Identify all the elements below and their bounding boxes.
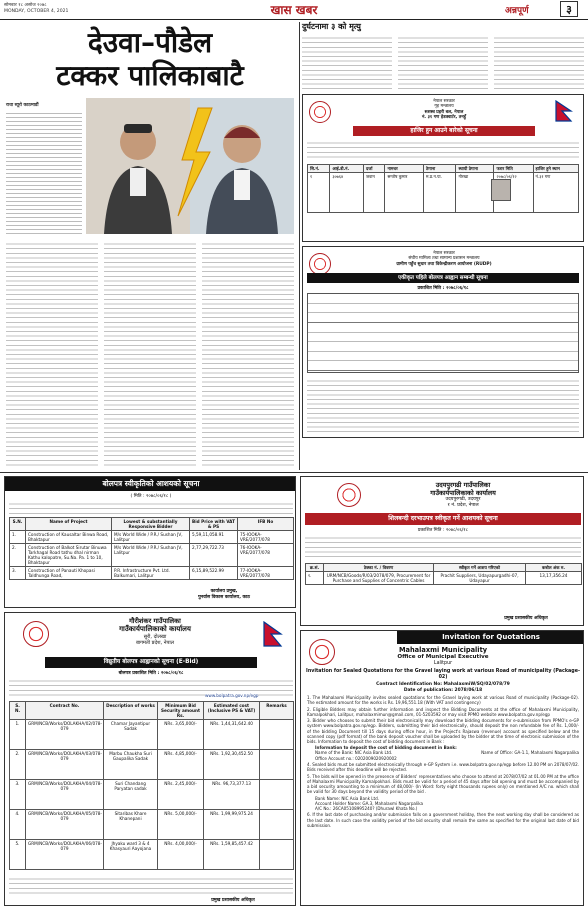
table-header: Name of Project — [26, 518, 112, 531]
table-cell — [260, 720, 294, 750]
table-header: क्र.सं. — [306, 564, 324, 572]
lead-col-3 — [104, 240, 196, 466]
office-line: उदयपुरगढी गाउँपालिका — [435, 481, 491, 489]
table-cell: २०७८/०६/१२ — [494, 173, 533, 213]
udayapur-footer: प्रमुख प्रशासकीय अधिकृत — [504, 616, 548, 621]
table-header: Bid Price with VAT & PS — [190, 518, 238, 531]
office-line: गौरीशंकर गाउँपालिका — [129, 617, 181, 625]
table-cell: 2. — [10, 544, 26, 567]
accident-story — [302, 22, 584, 90]
table-cell: 6,15,89,522.99 — [190, 567, 238, 580]
office-line: नं. ३१ गण हेडक्वार्टर, तनहुँ — [421, 115, 467, 121]
table-cell: गोरखा — [456, 173, 494, 213]
table-row — [10, 750, 294, 780]
bank-name: Name of the Bank: NIC Asia Bank Ltd. — [315, 750, 393, 756]
mahalaxmi-date: Date of publication: 2078/06/18 — [403, 688, 483, 693]
table-cell: 2. — [10, 750, 26, 780]
udayapur-body — [305, 534, 581, 560]
office-line: गाउँकार्यपालिकाको कार्यालय — [430, 489, 496, 497]
office-name: Name of Office: GA-1.1, Mahalaxmi Nagarpalika — [481, 750, 579, 756]
table-cell: Suri Chandang Paryatan sadak — [104, 780, 158, 810]
rural-subtitle: प्रकाशित मिति : २०७८/०६/१८ — [417, 286, 469, 291]
office-line: उदयपुरगढी, उदयपुर — [445, 497, 481, 502]
bid-acceptance-table — [9, 517, 293, 580]
footer-line: पुनर्वास विकास कार्यालय, काठ — [198, 595, 250, 600]
table-cell: 1. — [10, 531, 26, 544]
pension-notice — [302, 94, 584, 242]
table-cell: Chamar Jayantipur Sadak — [104, 720, 158, 750]
dateline-nepali: सोमबार १८ असोज २०७८ — [4, 3, 47, 8]
table-cell: 4. — [10, 810, 26, 840]
table-row — [10, 780, 294, 810]
office-line: बागमती प्रदेश, नेपाल — [135, 640, 175, 646]
table-cell: जवान — [364, 173, 385, 213]
table-header: स्वीकृत गर्ने आशय गरिएको — [434, 564, 526, 572]
table-cell: NRs. 1,92,30,452.50 — [204, 750, 260, 780]
udayapur-table — [305, 563, 581, 585]
nepal-emblem-icon — [337, 483, 361, 507]
table-row — [10, 567, 294, 580]
table-header: नामथर — [385, 165, 424, 173]
table-header: Minimum Bid Security amount Rs. — [158, 702, 204, 720]
headline-line-1: देउवा–पौडेल — [87, 26, 213, 59]
table-header: IFB No — [238, 518, 294, 531]
gaurishankar-title: विद्युतीय बोलपत्र आह्वानको सूचना (E-Bid) — [45, 657, 257, 668]
gaurishankar-office — [55, 617, 255, 646]
paper-name: अन्नपूर्ण — [505, 6, 529, 16]
table-cell: NRs. 1,44,31,642.40 — [204, 720, 260, 750]
table-cell: 2,77,29,722.73 — [190, 544, 238, 567]
lead-text-placeholder — [6, 110, 82, 234]
table-cell: १ — [308, 173, 330, 213]
table-cell — [260, 750, 294, 780]
table-cell — [260, 780, 294, 810]
table-cell: Construction of Kausaltar Binwa Road, Bhaktapur — [26, 531, 112, 544]
section-title: खास खबर — [270, 3, 318, 17]
office-line: Mahalaxmi Municipality — [398, 646, 488, 654]
headline-line-2: टक्कर पालिकाबाटै — [56, 59, 244, 92]
table-cell: ३०७६४ — [330, 173, 364, 213]
office-line: Lalitpur — [433, 661, 453, 666]
table-cell — [260, 840, 294, 870]
paragraph: 1. The Mahalaxmi Municipality invites sealed quotations for the Gravel laying work at various Road of municipality (Package-02). The estimated amount for the works is Rs. 19,96,551.18 (With VAT and contingency) — [307, 695, 579, 706]
table-header: Contract No. — [26, 702, 104, 720]
table-cell: Construction of Panauti Khopasi Taldhunga Road, — [26, 567, 112, 580]
lead-story — [0, 22, 298, 470]
table-cell: M/s World Wide / P.R./ Sushan JV, Lalitpur — [112, 531, 190, 544]
rural-office — [339, 251, 549, 267]
account-number: Office Account no.: 0202009020920002 — [315, 755, 397, 761]
gaurishankar-website[interactable]: www.bolpatra.gov.np/egp — [205, 693, 259, 698]
table-header: आई.डी.नं. — [330, 165, 364, 173]
udayapur-date: प्रकाशित मिति : २०७८/०६/१८ — [417, 528, 469, 533]
office-line: १ नं. प्रदेश, नेपाल — [447, 503, 479, 508]
table-cell: म.प्र.न.पा. — [423, 173, 456, 213]
table-cell: 75-IOOKA-VRE/2077/078 — [238, 531, 294, 544]
table-cell: NRs. 1,59,85,457.42 — [204, 840, 260, 870]
pension-photo — [491, 179, 511, 201]
nepal-emblem-icon — [309, 101, 331, 123]
pension-table — [307, 164, 579, 213]
table-header: S. N. — [10, 702, 26, 720]
office-line: सुरी, दोलखा — [143, 633, 167, 640]
udayapur-office — [363, 481, 563, 509]
gaurishankar-notes — [9, 875, 293, 895]
office-line: नेपाल सरकार — [433, 251, 455, 256]
table-header: Remarks — [260, 702, 294, 720]
rural-body — [307, 377, 579, 435]
table-cell: URM/NCB/Goods/R/03/2078/079, Procurement for Purchase and Supplies of Concentric Cables — [324, 572, 434, 585]
bid-acceptance-title: बोलपत्र स्वीकृतिको आशयको सूचना — [5, 477, 296, 491]
lead-headline — [6, 26, 294, 92]
table-cell: NRs. 1,99,99,975.24 — [204, 810, 260, 840]
bid-acceptance-footer — [155, 589, 293, 601]
table-cell: Construction of Balkot Sirutar Binuwa Tarkhagal Road tathu dhal nirman Kathu kalopatre, Su.Na. Pa. 1 to 10, Bhaktapur — [26, 544, 112, 567]
account-name-2: Account Holder Name: GA.3, Mahalaxmi Nagarpalika — [315, 800, 424, 806]
paragraph: 2. Eligible Bidders may obtain further information and inspect the Bidding Documents at the office of Mahalaxmi Municipality, Kamalpokhari, Lalitpur, mahalaxmimun@gmail.com, 01-5203592 or may visit PPMO website www.bolpatra.gov.np/egp — [307, 706, 579, 717]
page-number: ३ — [560, 1, 578, 17]
table-cell: 77-IOOKA-VRE/2077/078 — [238, 567, 294, 580]
paragraph: 6. If the last date of purchasing and/or submission falls on a government holiday, then the next working day shall be considered as the last date. In such case the validity period of the bid security shall remain the same as specified for the original last date of bid submission. — [307, 812, 579, 828]
office-line: गाउँकार्यपालिकाको कार्यालय — [119, 625, 191, 634]
udayapur-title: शिलबन्दी दरभाउपत्र स्वीकृत गर्ने आशयको सूचना — [305, 513, 581, 525]
table-header: S.N. — [10, 518, 26, 531]
nepal-flag-icon — [555, 100, 573, 122]
table-cell: NRs. 5,00,000/- — [158, 810, 204, 840]
table-header: Lowest & substantially Responsive Bidder — [112, 518, 190, 531]
table-cell: GRM/NCB/Works/DOLAKHA/02/078-079 — [26, 720, 104, 750]
footer-line: कार्यालय प्रमुख, — [210, 589, 238, 594]
lead-col-4 — [202, 240, 294, 466]
table-header: सि.नं. — [308, 165, 330, 173]
gaurishankar-table — [9, 701, 293, 870]
pension-title: हाजिर हुन आउने बारेको सूचना — [353, 126, 535, 136]
lead-col-2 — [6, 240, 98, 466]
lead-byline: राधा ब्यूरो काठमाडौं — [6, 103, 39, 108]
rural-title: एकीकृत पहिले बोलपत्र आह्वान सम्बन्धी सूचना — [307, 273, 579, 283]
table-cell: 13,17,356.24 — [526, 572, 582, 585]
table-header: स्थायी ठेगाना — [456, 165, 494, 173]
vertical-divider — [299, 22, 300, 470]
gaurishankar-footer: प्रमुख प्रशासकीय अधिकृत — [211, 898, 255, 903]
dateline — [4, 3, 68, 14]
table-cell: NRs. 4,85,000/- — [158, 750, 204, 780]
paragraph: 3. Bidder who chooses to submit their bid electronically may download the bidding documents for e-submission from PPMO's e-GP system www.bolpatra.gov.np/egp. Bidders, submitting their bid electronically, should deposit the non refundable fee of Rs. 1,000/- of the bidding Document till 15 days during office hour, in the Project's Rajaswa (revenue) account as specified below and the scanned copy (pdf format) of the bank deposit voucher shall be uploaded by the bidder at the time of electronic submission of the bids. Information to deposit the cost of bidding document in Bank : — [307, 718, 579, 744]
gaurishankar-notice — [4, 612, 296, 906]
pension-body — [307, 139, 579, 161]
table-cell: Jhyaku ward 3 & 4 Khasyauri Aayojana — [104, 840, 158, 870]
table-cell: NRs. 96,73,377.13 — [204, 780, 260, 810]
table-cell: नं.३१ गण — [533, 173, 578, 213]
table-cell: NRs. 2,45,000/- — [158, 780, 204, 810]
table-header: हाजिर हुने स्थान — [533, 165, 578, 173]
office-line: नेपाल सरकार — [433, 99, 455, 104]
table-header: ठेगाना — [423, 165, 456, 173]
table-row — [306, 572, 582, 585]
table-cell: 1. — [10, 720, 26, 750]
table-header: कबोल अंक रु. — [526, 564, 582, 572]
nepal-emblem-icon — [309, 253, 331, 275]
accident-text — [302, 34, 584, 90]
nepal-emblem-icon — [23, 621, 49, 647]
bid-acceptance-notice — [4, 476, 296, 608]
dateline-english: MONDAY, OCTOBER 4, 2021 — [4, 8, 69, 14]
gaurishankar-date: बोलपत्र प्रकाशित मिति : २०७८/०६/१८ — [118, 671, 184, 676]
paragraph: 5. The bids will be opened in the presence of Bidders' representatives who choose to attend at 2078/07/02 at 01.00 PM at the office of Mahalaxmi Municipality Kamalpokhari. Bids must be valid for a period of 45 days after bid opening and must be accompanied by a bid security amounting to a minimum of 48,000/- (In Word: forty eight thousands rupees only) on mentioned A/C no. which shall be valid for 30 days beyond the validity period of the bid . — [307, 773, 579, 795]
mahalaxmi-contract: Contract Identification No: MahalaxmiW/SQ/02/078/79 — [376, 682, 510, 687]
table-header: दर्जा — [364, 165, 385, 173]
account-number-2: A/C No.: 26CA05108995240? (Dhurawl Khata No.) — [315, 805, 418, 811]
table-cell: Prachit Suppliers, Udayapurgadhi-07, Udayapur — [434, 572, 526, 585]
table-cell: M/s World Wide / P.R./ Sushan JV, Lalitpur — [112, 544, 190, 567]
table-cell: NRs. 3,65,000/- — [158, 720, 204, 750]
table-header: Description of works — [104, 702, 158, 720]
table-cell: 76-IOOKA-VRE/2077/078 — [238, 544, 294, 567]
masthead — [0, 0, 588, 20]
lead-col-1 — [6, 110, 82, 234]
table-row — [10, 840, 294, 870]
mahalaxmi-notice — [300, 630, 584, 906]
horizontal-divider — [0, 472, 588, 473]
table-cell: GRM/NCB/Works/DOLAKHA/05/078-079 — [26, 810, 104, 840]
paragraph: 4. Sealed bids must be submitted electronically through e-GP System i.e. www.bolpatra.gov.np/egp before 12.00 PM on 2078/07/02. Bids received after this deadline will be rejected. — [307, 762, 579, 773]
office-line: गृह मन्त्रालय — [434, 104, 454, 110]
rural-road-notice — [302, 246, 584, 438]
accident-headline: दुर्घटनामा ३ को मृत्यु — [302, 22, 361, 31]
nepal-emblem-icon — [309, 639, 335, 665]
table-header: Estimated cost (Inclusive PS & VAT) — [204, 702, 260, 720]
nepal-flag-icon — [263, 621, 283, 647]
mahalaxmi-body — [307, 695, 579, 828]
table-cell: Marbu Chaukha Suri Gaupalika Sadak — [104, 750, 158, 780]
table-cell: Sitaribas Khare Khanepani — [104, 810, 158, 840]
table-cell: NRs. 4,00,000/- — [158, 840, 204, 870]
table-cell: सन्तोष कुमार — [385, 173, 424, 213]
office-line: सशस्त्र प्रहरी बल, नेपाल — [424, 109, 464, 115]
office-line: ग्रामीण पहुँच सुधार तथा विकेन्द्रीकरण आयोजना (RUDP) — [396, 261, 492, 267]
bid-acceptance-body — [9, 500, 293, 514]
table-cell: 5. — [10, 840, 26, 870]
table-cell: 3. — [10, 567, 26, 580]
rural-table — [307, 293, 579, 373]
table-cell: 5,59,11,058.91 — [190, 531, 238, 544]
politicians-image — [86, 98, 294, 234]
table-cell: GRM/NCB/Works/DOLAKHA/04/078-079 — [26, 780, 104, 810]
bank-heading: Information to deposit the cost of bidding document in Bank: — [315, 745, 457, 751]
table-cell — [260, 810, 294, 840]
pension-office — [343, 99, 545, 121]
udayapur-notice — [300, 476, 584, 626]
table-header: ठेक्का नं. / विवरण — [324, 564, 434, 572]
bid-acceptance-date: ( मिति : २०७८/०६/१८ ) — [130, 494, 172, 499]
table-cell: GRM/NCB/Works/DOLAKHA/06/078-079 — [26, 840, 104, 870]
mahalaxmi-banner: Invitation for Quotations — [397, 631, 584, 644]
table-row — [10, 720, 294, 750]
table-header: फरार मिति — [494, 165, 533, 173]
office-line: संघीय मामिला तथा सामान्य प्रशासन मन्त्रालय — [408, 256, 480, 262]
table-row — [10, 544, 294, 567]
table-cell: P.R. Infrastructure Pvt. Ltd. Balkumari, Lalitpur — [112, 567, 190, 580]
mahalaxmi-office — [341, 646, 545, 667]
table-row — [10, 810, 294, 840]
table-cell: GRM/NCB/Works/DOLAKHA/03/078-079 — [26, 750, 104, 780]
table-cell: १. — [306, 572, 324, 585]
table-cell: 3. — [10, 780, 26, 810]
office-line: Office of Municipal Executive — [397, 654, 489, 660]
lead-photo — [86, 98, 294, 234]
table-row — [10, 531, 294, 544]
bank-name-2: Bank Name: NIC Asia Bank Ltd. — [315, 795, 380, 801]
mahalaxmi-title: Invitation for Sealed Quotations for the Gravel laying work at various Road of municipality (Package-02) — [306, 669, 580, 680]
